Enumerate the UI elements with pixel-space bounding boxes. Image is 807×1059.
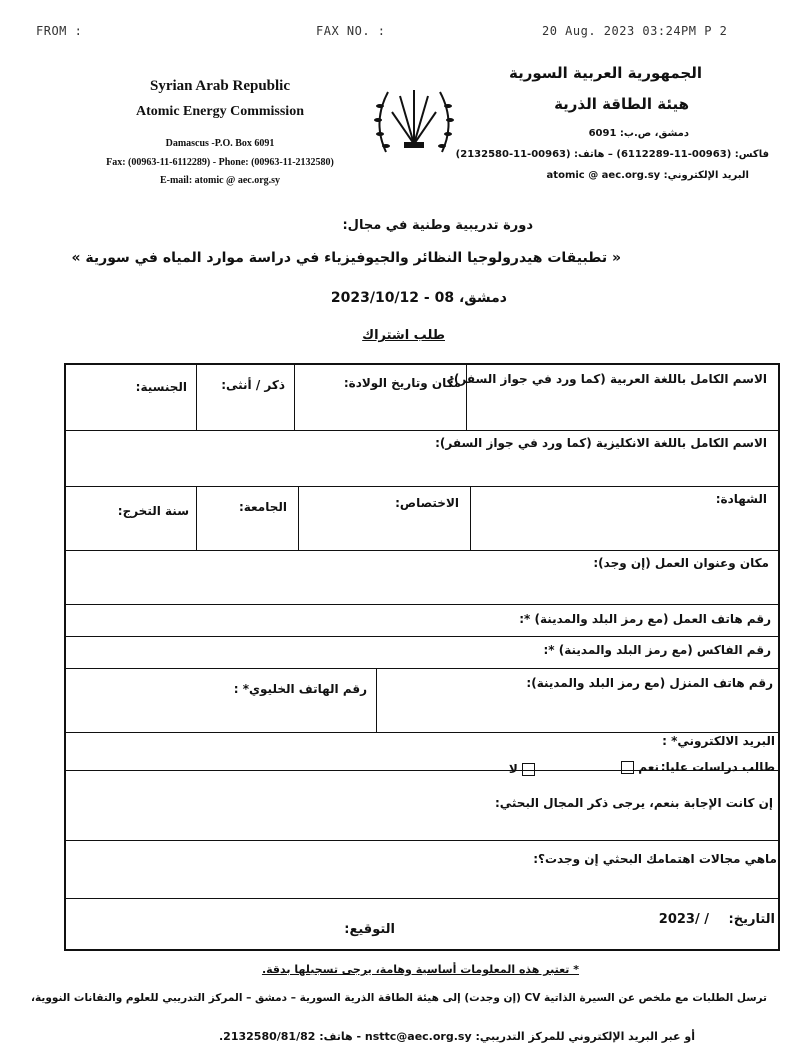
fax-from: FROM : (36, 24, 83, 38)
address-ar: دمشق، ص.ب: 6091 (588, 128, 689, 139)
fax-phone-ar: فاكس: (00963-11-6112289) – هاتف: (00963-11-2132580) (455, 149, 769, 160)
org-ar: هيئة الطاقة الذرية (554, 95, 689, 113)
date-value[interactable]: 2023/ / (658, 912, 709, 927)
row-divider (64, 550, 780, 551)
row-divider (64, 898, 780, 899)
specialty-label: الاختصاص: (395, 496, 459, 510)
emblem-logo (368, 82, 460, 160)
col-divider (298, 486, 299, 550)
full-name-en-label: الاسم الكامل باللغة الانكليزية (كما ورد في جواز السفر): (435, 436, 767, 450)
course-date: دمشق، 08 - 2023/10/12 (330, 290, 507, 306)
col-divider (196, 363, 197, 430)
row-divider (64, 732, 780, 733)
address-en: Damascus -P.O. Box 6091 (165, 138, 275, 149)
row-divider (64, 668, 780, 669)
col-divider (196, 486, 197, 550)
research-field-label: إن كانت الإجابة بنعم، يرجى ذكر المجال البحثي: (494, 796, 773, 810)
university-label: الجامعة: (238, 500, 287, 514)
course-intro: دورة تدريبية وطنية في مجال: (342, 218, 533, 233)
full-name-ar-label: الاسم الكامل باللغة العربية (كما ورد في جواز السفر): (449, 372, 767, 386)
footer-line-2: أو عبر البريد الإلكتروني للمركز التدريبي: nsttc@aec.org.sy - هاتف: 2132580/81/82. (218, 1030, 695, 1043)
gender-label: ذكر / أنثى: (221, 378, 285, 392)
home-phone-label: رقم هاتف المنزل (مع رمز البلد والمدينة): (526, 676, 773, 690)
yes-label: نعم (638, 760, 659, 774)
no-checkbox[interactable] (522, 763, 535, 776)
col-divider (470, 486, 471, 550)
email-en: E-mail: atomic @ aec.org.sy (159, 175, 281, 186)
row-divider (64, 840, 780, 841)
row-divider (64, 604, 780, 605)
row-divider (64, 486, 780, 487)
no-option[interactable] (509, 762, 535, 776)
footer-note: * تعتبر هذه المعلومات أساسية وهامة، يرجى تسجيلها بدقة. (261, 963, 579, 976)
country-en: Syrian Arab Republic (149, 78, 291, 94)
date-label: التاريخ: (728, 912, 775, 927)
no-label: لا (508, 762, 518, 776)
row-divider (64, 430, 780, 431)
footer-line-1: ترسل الطلبات مع ملخص عن السيرة الذاتية CV (إن وجدت) إلى هيئة الطاقة الذرية السورية – دمشق – المركز التدريبي للعلوم والتقانات النووية، (31, 992, 767, 1004)
fax-label: رقم الفاكس (مع رمز البلد والمدينة) *: (543, 643, 771, 657)
workplace-label: مكان وعنوان العمل (إن وجد): (593, 556, 769, 570)
research-interests-label: ماهي مجالات اهتمامك البحثي إن وجدت؟: (533, 852, 777, 866)
nationality-label: الجنسية: (135, 380, 187, 394)
work-phone-label: رقم هاتف العمل (مع رمز البلد والمدينة) *: (519, 612, 771, 626)
col-divider (376, 668, 377, 732)
yes-option[interactable] (621, 760, 659, 774)
org-en: Atomic Energy Commission (136, 104, 304, 119)
fax-phone-en: Fax: (00963-11-6112289) - Phone: (00963-11-2132580) (106, 157, 334, 168)
birth-label: مكان وتاريخ الولادة: (343, 376, 461, 390)
grad-student-label: طالب دراسات عليا: (660, 760, 775, 774)
row-divider (64, 636, 780, 637)
mobile-label: رقم الهاتف الخليوي* : (233, 682, 367, 696)
fax-number: FAX NO. : (316, 24, 386, 38)
yes-checkbox[interactable] (621, 761, 634, 774)
grad-year-label: سنة التخرج: (117, 504, 189, 518)
country-ar: الجمهورية العربية السورية (509, 64, 702, 82)
email-ar: البريد الإلكتروني: atomic @ aec.org.sy (546, 170, 749, 181)
col-divider (294, 363, 295, 430)
course-title: « تطبيقات هيدرولوجيا النظائر والجيوفيزياء في دراسة موارد المياه في سورية » (71, 250, 621, 266)
signature-label: التوقيع: (344, 922, 395, 937)
degree-label: الشهادة: (715, 492, 767, 506)
form-title: طلب اشتراك (362, 328, 445, 343)
email-label: البريد الالكتروني* : (662, 734, 775, 748)
fax-datetime: 20 Aug. 2023 03:24PM P 2 (542, 24, 728, 38)
